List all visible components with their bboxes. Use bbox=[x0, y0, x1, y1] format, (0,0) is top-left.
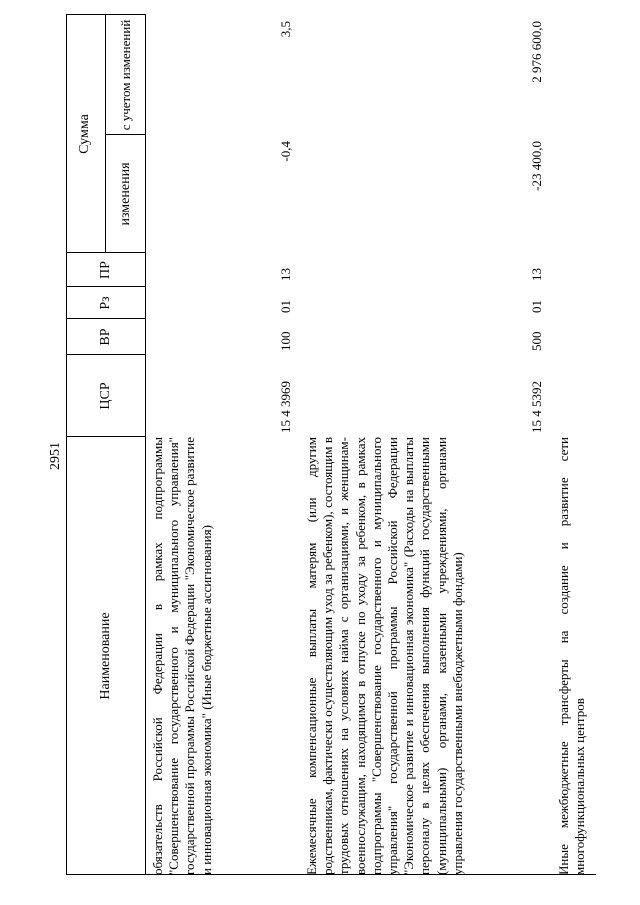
table-right-border bbox=[66, 14, 146, 15]
row-with-change: 3,5 bbox=[278, 21, 293, 38]
header-divider bbox=[66, 252, 146, 253]
header-divider bbox=[66, 318, 146, 319]
budget-table bbox=[66, 15, 596, 875]
header-divider bbox=[66, 354, 146, 355]
row-name: Иные межбюджетные трансферты на создание и развитие сети многофункциональных центров bbox=[556, 437, 588, 875]
row-name: обязательств Российской Федерации в рамках подпрограммы "Совершенствование государственного и муниципального управления" государственной программы Российской Федерации "Экономическое развитие и инновационная экономика" (Иные бюджетные ассигнования) bbox=[150, 437, 214, 875]
row-with-change: 2 976 600,0 bbox=[529, 21, 544, 83]
header-divider bbox=[66, 286, 146, 287]
header-change: изменения bbox=[117, 162, 133, 226]
header-top-line bbox=[66, 15, 67, 875]
header-vr: ВР bbox=[97, 328, 113, 346]
row-name: Ежемесячные компенсационные выплаты матерям (или другим родственникам, фактически осуществляющим уход за ребенком), состоящим в трудовых отношениях на условиях найма с организациями, и женщинам-военнослужащим, находящимся в отпуске по уходу за ребенком, в рамках подпрограммы "Совершенствование государственного и муниципального управления" государственной программы Российской Федерации "Экономическое развитие и инновационная экономика" (Расходы на выплаты персоналу в целях обеспечения выполнения функций государственными (муниципальными) органами, казенными учреждениями, органами управления государственными внебюджетными фондами) bbox=[304, 437, 465, 875]
header-csr: ЦСР bbox=[97, 382, 113, 410]
header-pr: ПР bbox=[97, 261, 113, 279]
row-vr: 100 bbox=[278, 331, 293, 351]
row-change: -0,4 bbox=[278, 141, 293, 162]
row-change: -23 400,0 bbox=[529, 141, 544, 191]
row-csr: 15 4 3969 bbox=[278, 381, 293, 433]
row-vr: 500 bbox=[529, 331, 544, 351]
row-pr: 13 bbox=[529, 268, 544, 281]
table-row bbox=[304, 15, 549, 875]
header-sum: Сумма bbox=[76, 114, 92, 154]
row-rz: 01 bbox=[278, 300, 293, 313]
header-sum-line bbox=[105, 15, 106, 253]
header-with-change: с учетом изменений bbox=[118, 19, 133, 131]
row-pr: 13 bbox=[278, 268, 293, 281]
header-divider bbox=[66, 436, 146, 437]
table-row bbox=[150, 15, 300, 875]
row-rz: 01 bbox=[529, 300, 544, 313]
page-number: 2951 bbox=[48, 442, 63, 470]
table-row bbox=[556, 15, 596, 875]
header-name: Наименование bbox=[97, 612, 113, 700]
row-csr: 15 4 5392 bbox=[529, 381, 544, 433]
header-divider bbox=[105, 134, 146, 135]
header-rz: Рз bbox=[97, 296, 113, 310]
